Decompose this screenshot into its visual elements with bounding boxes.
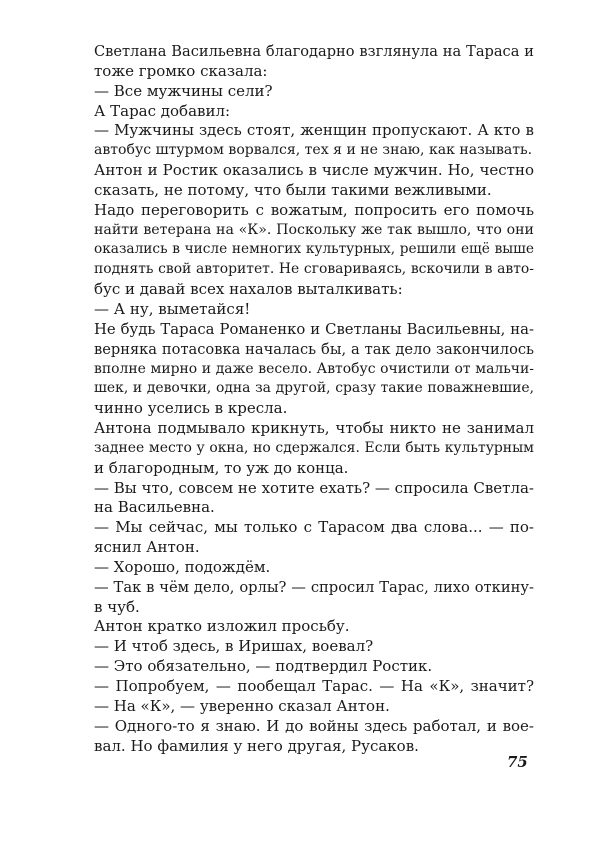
text-line: Антон кратко изложил просьбу. — [94, 617, 350, 636]
text-line: чинно уселись в кресла. — [94, 399, 288, 418]
text-line: в чуб. — [94, 597, 140, 616]
text-line: Надо переговорить с вожатым, попросить его помочь — [94, 200, 534, 219]
text-line: Антон и Ростик оказались в числе мужчин. Но, честно — [94, 161, 534, 180]
text-line: сказать, не потому, что были такими вежливыми. — [94, 180, 492, 199]
text-line: — Все мужчины сели? — [94, 81, 273, 100]
text-line: яснил Антон. — [94, 538, 200, 557]
text-line: — Мы сейчас, мы только с Тарасом два слова... — по- — [94, 518, 534, 537]
text-line: — Хорошо, подождём. — [94, 557, 271, 576]
text-line: найти ветерана на «К». Поскольку же так вышло, что они — [94, 221, 534, 238]
text-line: тоже громко сказала: — [94, 61, 268, 80]
text-line: шек, и девочки, одна за другой, сразу такие поважневшие, — [94, 380, 534, 397]
page-text — [94, 42, 534, 756]
text-line: — Одного-то я знаю. И до войны здесь работал, и вое- — [94, 716, 534, 735]
text-line: — Вы что, совсем не хотите ехать? — спросила Светла- — [94, 478, 534, 497]
text-line: поднять свой авторитет. Не сговариваясь, вскочили в авто- — [94, 261, 534, 278]
text-line: верняка потасовка началась бы, а так дело закончилось — [94, 340, 534, 358]
text-line: оказались в числе немногих культурных, решили ещё выше — [94, 241, 534, 258]
text-line: Светлана Васильевна благодарно взглянула на Тараса и — [94, 43, 534, 60]
text-line: автобус штурмом ворвался, тех я и не знаю, как называть. — [94, 142, 533, 159]
text-line: бус и давай всех нахалов выталкивать: — [94, 280, 403, 299]
text-line: — На «К», — уверенно сказал Антон. — [94, 696, 390, 715]
text-line: — Так в чём дело, орлы? — спросил Тарас, лихо откину- — [94, 578, 534, 596]
page-number: 75 — [507, 753, 528, 771]
text-line: Не будь Тараса Романенко и Светланы Васильевны, на- — [94, 320, 534, 338]
text-line: заднее место у окна, но сдержался. Если быть культурным — [94, 439, 534, 456]
text-line: — И чтоб здесь, в Иришах, воевал? — [94, 637, 374, 656]
text-line: вполне мирно и даже весело. Автобус очистили от мальчи- — [94, 360, 534, 377]
text-line: — А ну, выметайся! — [94, 299, 251, 318]
text-line: и благородным, то уж до конца. — [94, 458, 349, 477]
text-line: — Это обязательно, — подтвердил Ростик. — [94, 657, 433, 676]
text-line: Антона подмывало крикнуть, чтобы никто не занимал — [94, 419, 534, 438]
text-line: — Попробуем, — пообещал Тарас. — На «К», значит? — [94, 677, 534, 695]
text-line: — Мужчины здесь стоят, женщин пропускают. А кто в — [94, 121, 534, 140]
text-line: на Васильевна. — [94, 498, 215, 517]
text-line: А Тарас добавил: — [94, 101, 231, 120]
text-line: вал. Но фамилия у него другая, Русаков. — [94, 736, 419, 755]
